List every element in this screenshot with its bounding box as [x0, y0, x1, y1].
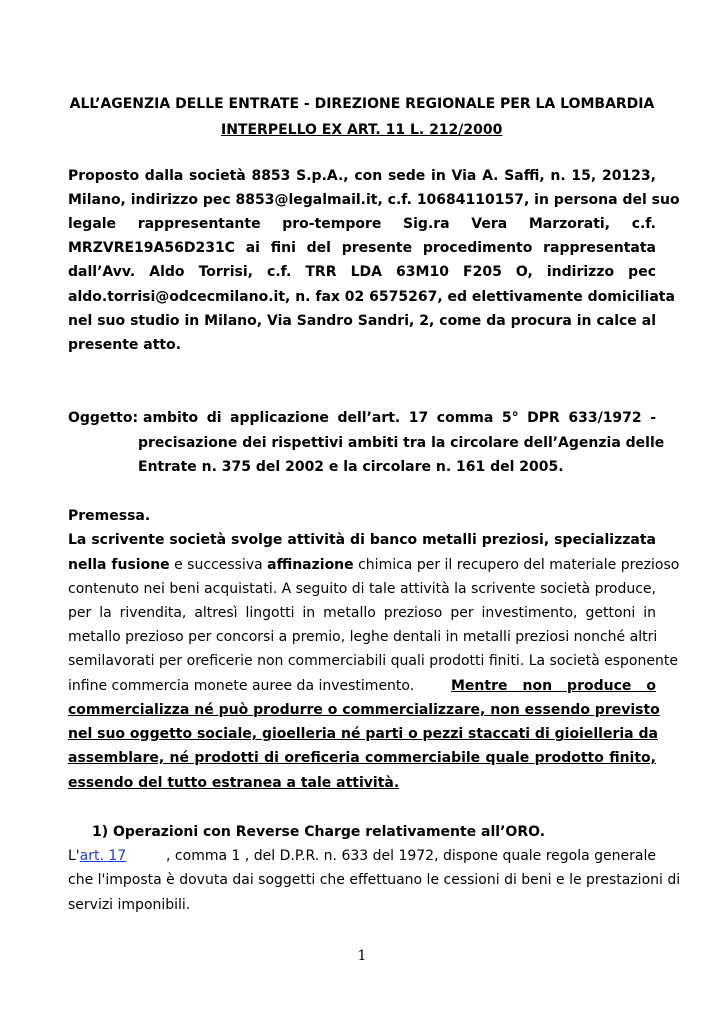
intro-line: [68, 215, 656, 233]
intro-line: Proposto dalla società 8853 S.p.A., con sede in Via A. Saffi, n. 15, 20123,: [68, 168, 656, 184]
oggetto-line: Entrate n. 375 del 2002 e la circolare n. 161 del 2005.: [138, 459, 564, 475]
intro-word: rappresentante: [137, 216, 261, 232]
intro-line: Milano, indirizzo pec 8853@legalmail.it, c.f. 10684110157, in persona del suo: [68, 192, 680, 208]
body-text: , comma 1 , del D.P.R. n. 633 del 1972, dispone quale regola generale: [166, 848, 656, 864]
premessa-line: assemblare, né prodotti di oreficeria commerciabile quale prodotto finito,: [68, 750, 656, 766]
premessa-line: per la rivendita, altresì lingotti in metallo prezioso per investimento, gettoni in: [68, 605, 656, 621]
body-text: L': [68, 848, 80, 864]
intro-line: MRZVRE19A56D231C ai fini del presente procedimento rappresentata: [68, 240, 656, 256]
premessa-line: semilavorati per oreficerie non commerciabili quali prodotti finiti. La società esponente: [68, 653, 678, 669]
premessa-line: [68, 677, 656, 695]
document-subtitle: INTERPELLO EX ART. 11 L. 212/2000: [221, 122, 503, 138]
intro-line: nel suo studio in Milano, Via Sandro Sandri, 2, come da procura in calce al: [68, 313, 656, 329]
emphasis-text: affinazione: [267, 557, 354, 573]
section-line: [68, 847, 656, 865]
intro-word: Marzorati,: [528, 216, 611, 232]
intro-line: presente atto.: [68, 337, 182, 353]
body-text: chimica per il recupero del materiale prezioso: [353, 557, 680, 573]
premessa-line: contenuto nei beni acquistati. A seguito di tale attività la scrivente società produce,: [68, 581, 656, 597]
underlined-emphasis: Mentre non produce o: [451, 678, 656, 694]
premessa-line: metallo prezioso per concorsi a premio, leghe dentali in metalli preziosi nonché altri: [68, 629, 658, 645]
oggetto-line: ambito di applicazione dell’art. 17 comma 5° DPR 633/1972 -: [143, 410, 656, 426]
intro-word: c.f.: [631, 216, 656, 232]
body-text: infine commercia monete auree da investimento.: [68, 678, 415, 694]
premessa-line: essendo del tutto estranea a tale attività.: [68, 775, 400, 791]
art-17-link[interactable]: art. 17: [79, 848, 127, 864]
section-heading: 1) Operazioni con Reverse Charge relativamente all’ORO.: [92, 824, 546, 840]
intro-word: Sig.ra: [403, 216, 450, 232]
intro-word: Vera: [471, 216, 508, 232]
premessa-line: La scrivente società svolge attività di banco metalli preziosi, specializzata: [68, 532, 656, 548]
premessa-line: commercializza né può produrre o commercializzare, non essendo previsto: [68, 702, 660, 718]
emphasis-text: nella fusione: [68, 557, 170, 573]
intro-line: dall’Avv. Aldo Torrisi, c.f. TRR LDA 63M10 F205 O, indirizzo pec: [68, 264, 656, 280]
body-text: e successiva: [169, 557, 268, 573]
document-title: ALL’AGENZIA DELLE ENTRATE - DIREZIONE REGIONALE PER LA LOMBARDIA: [69, 96, 655, 112]
intro-line: aldo.torrisi@odcecmilano.it, n. fax 02 6575267, ed elettivamente domiciliata: [68, 289, 675, 305]
intro-word: pro-tempore: [282, 216, 382, 232]
section-line: servizi imponibili.: [68, 897, 191, 913]
oggetto-line: precisazione dei rispettivi ambiti tra la circolare dell’Agenzia delle: [138, 435, 665, 451]
oggetto-label: Oggetto:: [68, 410, 139, 426]
intro-word: legale: [68, 216, 117, 232]
premessa-heading: Premessa.: [68, 508, 151, 524]
premessa-line: nel suo oggetto sociale, gioelleria né parti o pezzi staccati di gioielleria da: [68, 726, 658, 742]
page-number: 1: [357, 948, 367, 964]
premessa-line: [68, 556, 680, 574]
section-line: che l'imposta è dovuta dai soggetti che effettuano le cessioni di beni e le prestazioni di: [68, 872, 681, 888]
